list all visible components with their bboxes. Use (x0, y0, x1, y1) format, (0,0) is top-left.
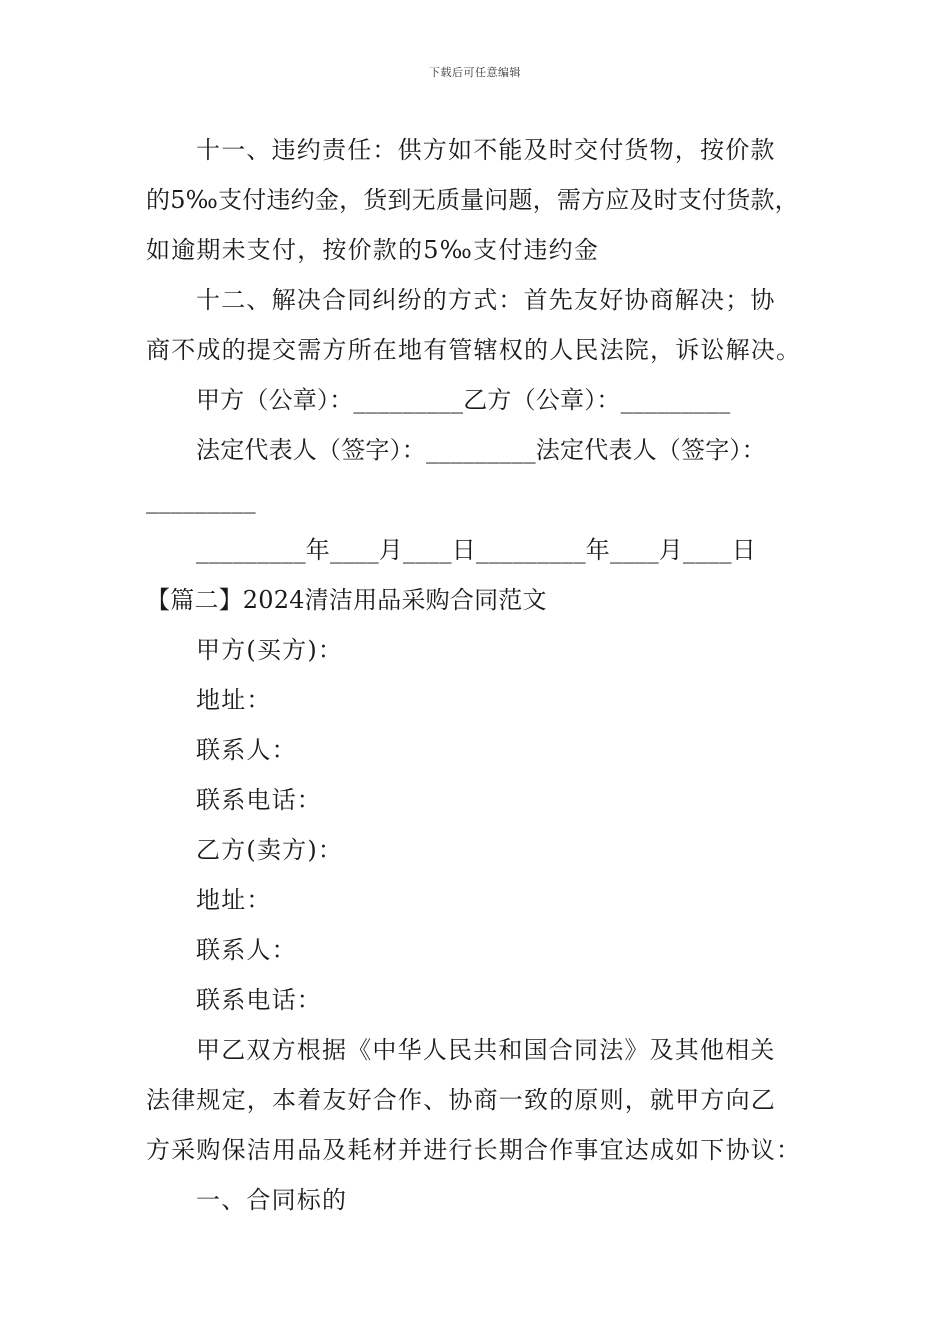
page-header: 下载后可任意编辑 (429, 66, 521, 79)
clause-11-line-3: 如逾期未支付，按价款的5‰支付违约金 (146, 236, 600, 264)
party-a-phone: 联系电话： (196, 786, 322, 814)
preamble-line-2: 法律规定，本着友好合作、协商一致的原则，就甲方向乙 (146, 1086, 776, 1114)
clause-12-line-1: 十二、解决合同纠纷的方式：首先友好协商解决；协 (196, 286, 776, 314)
party-a-label: 甲方(买方)： (196, 636, 344, 664)
preamble-line-1: 甲乙双方根据《中华人民共和国合同法》及其他相关 (196, 1036, 776, 1064)
date-line: _________年____月____日_________年____月____日 (196, 536, 756, 564)
party-seal-line: 甲方（公章）：_________乙方（公章）：_________ (196, 386, 731, 414)
preamble-line-3: 方采购保洁用品及耗材并进行长期合作事宜达成如下协议： (146, 1136, 802, 1164)
representative-signature-line: 法定代表人（签字）：_________法定代表人（签字）： (196, 436, 766, 464)
party-b-phone: 联系电话： (196, 986, 322, 1014)
party-b-address: 地址： (196, 886, 272, 914)
section-title: 【篇二】2024清洁用品采购合同范文 (146, 586, 547, 614)
party-b-label: 乙方(卖方)： (196, 836, 344, 864)
clause-1-heading: 一、合同标的 (196, 1186, 348, 1214)
clause-11-line-2: 的5‰支付违约金，货到无质量问题，需方应及时支付货款， (146, 186, 799, 214)
clause-12-line-2: 商不成的提交需方所在地有管辖权的人民法院，诉讼解决。 (146, 336, 802, 364)
signature-blank: _________ (146, 486, 256, 514)
party-b-contact: 联系人： (196, 936, 297, 964)
party-a-contact: 联系人： (196, 736, 297, 764)
clause-11-line-1: 十一、违约责任：供方如不能及时交付货物，按价款 (196, 136, 776, 164)
party-a-address: 地址： (196, 686, 272, 714)
